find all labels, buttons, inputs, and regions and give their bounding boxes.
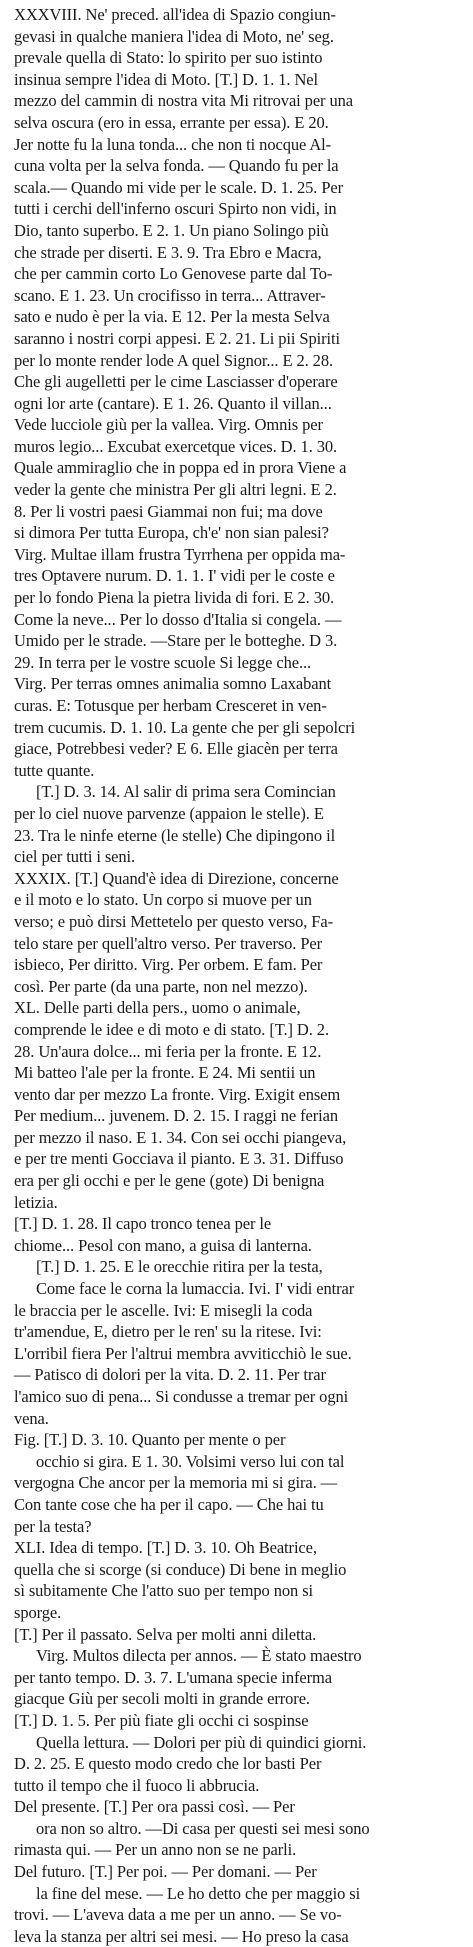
text-line: per lo monte render lode A quel Signor... E 2. 28.	[14, 350, 333, 370]
text-line: comprende le idee e di moto e di stato. [T.] D. 2.	[14, 1019, 329, 1039]
text-line: Del presente. [T.] Per ora passi così. — Per	[14, 1797, 295, 1817]
text-line: XXXIX. [T.] Quand'è idea di Direzione, concerne	[14, 868, 339, 888]
text-line: scala.— Quando mi vide per le scale. D. 1. 25. Per	[14, 177, 344, 197]
text-line: isbieco, Per diritto. Virg. Per orbem. E fam. Per	[14, 955, 323, 975]
text-line: XL. Delle parti della pers., uomo o animale,	[14, 998, 301, 1018]
text-line: le braccia per le ascelle. Ivi: E misegli la coda	[14, 1300, 313, 1320]
text-line: tr'amendue, E, dietro per le ren' su la ritese. Ivi:	[14, 1322, 322, 1342]
text-line: si dimora Per tutta Europa, ch'e' non sian palesi?	[14, 523, 329, 543]
text-line: sporge.	[14, 1602, 62, 1622]
text-line: occhio si gira. E 1. 30. Volsimi verso lui con tal	[36, 1451, 345, 1471]
text-line: quella che si scorge (si conduce) Di bene in meglio	[14, 1559, 347, 1579]
text-line: tutti i cerchi dell'inferno oscuri Spirto non vidi, in	[14, 199, 337, 219]
text-line: letizia.	[14, 1192, 58, 1212]
text-line: sì subitamente Che l'atto suo per tempo non si	[14, 1581, 313, 1601]
text-line: che per cammin corto Lo Genovese parte dal To-	[14, 264, 333, 284]
text-line: era per gli occhi e per le gene (gote) Di benigna	[14, 1171, 325, 1191]
text-line: Fig. [T.] D. 3. 10. Quanto per mente o per	[14, 1430, 286, 1450]
text-line: ogni lor arte (cantare). E 1. 26. Quanto il villan...	[14, 393, 332, 413]
text-line: [T.] D. 1. 28. Il capo tronco tenea per le	[14, 1214, 272, 1234]
text-line: così. Per parte (da una parte, non nel mezzo).	[14, 976, 308, 996]
text-line: gevasi in qualche maniera l'idea di Moto, ne' seg.	[14, 26, 334, 46]
text-line: Quale ammiraglio che in poppa ed in prora Viene a	[14, 458, 347, 478]
text-line: verso; e può dirsi Mettetelo per questo verso, Fa-	[14, 911, 333, 931]
text-line: la fine del mese. — Le ho detto che per maggio si	[36, 1883, 361, 1903]
text-line: D. 2. 25. E questo modo credo che lor basti Per	[14, 1754, 322, 1774]
text-line: 29. In terra per le vostre scuole Si legge che...	[14, 652, 312, 672]
text-line: [T.] D. 3. 14. Al salir di prima sera Comincian	[36, 782, 336, 802]
text-line: Mi batteo l'ale per la fronte. E 24. Mi sentii un	[14, 1063, 316, 1083]
text-line: trem cucumis. D. 1. 10. La gente che per gli sepolcri	[14, 717, 356, 737]
text-line: ciel per tutti i seni.	[14, 847, 136, 867]
text-line: Umido per le strade. —Stare per le botteghe. D 3.	[14, 631, 338, 651]
text-line: Virg. Per terras omnes animalia somno Laxabant	[14, 674, 332, 694]
text-line: curas. E: Totusque per herbam Cresceret in ven-	[14, 696, 327, 715]
text-line: prevale quella di Stato: lo spirito per suo istinto	[14, 48, 323, 68]
text-line: Vede lucciole giù per la vallea. Virg. Omnis per	[14, 415, 323, 435]
text-line: l'amico suo di pena... Si condusse a tremar per ogni	[14, 1387, 349, 1406]
text-line: Che gli augelletti per le cime Lasciasser d'operare	[14, 372, 338, 392]
text-line: 28. Un'aura dolce... mi feria per la fronte. E 12.	[14, 1041, 322, 1061]
text-line: muros legio... Excubat exercetque vices. D. 1. 30.	[14, 436, 338, 456]
text-line: telo stare per quell'altro verso. Per traverso. Per	[14, 933, 323, 953]
text-line: Dio, tanto superbo. E 2. 1. Un piano Solingo più	[14, 220, 329, 240]
text-line: XLI. Idea di tempo. [T.] D. 3. 10. Oh Beatrice,	[14, 1538, 317, 1558]
text-line: trovi. — L'aveva data a me per un anno. — Se vo-	[14, 1905, 342, 1925]
text-line: vento dar per mezzo La fronte. Virg. Exigit ensem	[14, 1084, 341, 1104]
text-line: tres Optavere nurum. D. 1. 1. I' vidi per le coste e	[14, 566, 335, 586]
text-line: Per medium... juvenem. D. 2. 15. I raggi ne ferian	[14, 1106, 338, 1126]
text-line: per mezzo il naso. E 1. 34. Con sei occhi piangeva,	[14, 1127, 347, 1147]
text-line: Virg. Multos dilecta per annos. — È stato maestro	[36, 1646, 362, 1666]
text-line: Del futuro. [T.] Per poi. — Per domani. — Per	[14, 1862, 317, 1882]
text-line: selva oscura (ero in essa, errante per essa). E 20.	[14, 112, 329, 132]
text-line: L'orribil fiera Per l'altrui membra avviticchiò le sue.	[14, 1343, 352, 1363]
text-line: rimasta qui. — Per un anno non se ne parli.	[14, 1840, 297, 1860]
text-line: 8. Per li vostri paesi Giammai non fui; ma dove	[14, 501, 323, 521]
text-line: vena.	[14, 1408, 49, 1428]
text-line: [T.] Per il passato. Selva per molti anni diletta.	[14, 1624, 317, 1644]
text-line: [T.] D. 1. 5. Per più fiate gli occhi ci sospinse	[14, 1710, 309, 1730]
text-line: per tanto tempo. D. 3. 7. L'umana specie inferma	[14, 1667, 332, 1687]
text-line: per lo fondo Piena la pietra livida di fori. E 2. 30.	[14, 588, 335, 608]
text-line: XXXVIII. Ne' preced. all'idea di Spazio congiun-	[14, 5, 336, 24]
text-line: Come face le corna la lumaccia. Ivi. I' vidi entrar	[36, 1279, 355, 1299]
text-line: leva la stanza per altri sei mesi. — Ho preso la casa	[14, 1926, 349, 1946]
text-line: giace, Potrebbesi veder? E 6. Elle giacèn per terra	[14, 739, 338, 759]
text-line: — Patisco di dolori per la vita. D. 2. 11. Per trar	[14, 1365, 326, 1385]
text-line: [T.] D. 1. 25. E le orecchie ritira per la testa,	[36, 1257, 323, 1277]
text-line: vergogna Che ancor per la memoria mi si gira. —	[14, 1473, 338, 1493]
text-line: saranno i nostri corpi appesi. E 2. 21. Li pii Spiriti	[14, 328, 340, 348]
text-line: tutte quante.	[14, 760, 95, 780]
text-line: Quella lettura. — Dolori per più di quindici giorni.	[36, 1732, 367, 1752]
text-line: e il moto e lo stato. Un corpo si muove per un	[14, 890, 312, 910]
text-line: e per tre menti Gocciava il pianto. E 3. 31. Diffuso	[14, 1149, 344, 1169]
text-line: sato e nudo è per la via. E 12. Per la mesta Selva	[14, 307, 330, 327]
text-line: Virg. Multae illam frustra Tyrrhena per oppida ma-	[14, 544, 346, 564]
text-line: Jer notte fu la luna tonda... che non ti nocque Al-	[14, 134, 332, 154]
text-line: per la testa?	[14, 1516, 92, 1536]
text-line: chiome... Pesol con mano, a guisa di lanterna.	[14, 1235, 312, 1255]
text-line: per lo ciel nuove parvenze (appaion le stelle). E	[14, 803, 324, 823]
text-line: insinua sempre l'idea di Moto. [T.] D. 1. 1. Nel	[14, 69, 318, 89]
text-line: tutto il tempo che il fuoco li abbrucia.	[14, 1775, 260, 1795]
text-line: che strade per diserti. E 3. 9. Tra Ebro e Macra,	[14, 242, 322, 262]
text-line: Con tante cose che ha per il capo. — Che hai tu	[14, 1494, 324, 1514]
text-line: 23. Tra le ninfe eterne (le stelle) Che dipingono il	[14, 825, 336, 845]
text-line: scano. E 1. 23. Un crocifisso in terra... Attraver-	[14, 285, 326, 305]
text-line: veder la gente che ministra Per gli altri legni. E 2.	[14, 480, 337, 500]
text-line: mezzo del cammin di nostra vita Mi ritrovai per una	[14, 91, 353, 111]
text-line: giacque Giù per secoli molti in grande errore.	[14, 1689, 310, 1709]
text-line: ora non so altro. —Di casa per questi sei mesi sono	[36, 1818, 370, 1838]
text-line: cuna volta per la selva fonda. — Quando fu per la	[14, 156, 339, 176]
text-line: Come la neve... Per lo dosso d'Italia si congela. —	[14, 609, 342, 629]
